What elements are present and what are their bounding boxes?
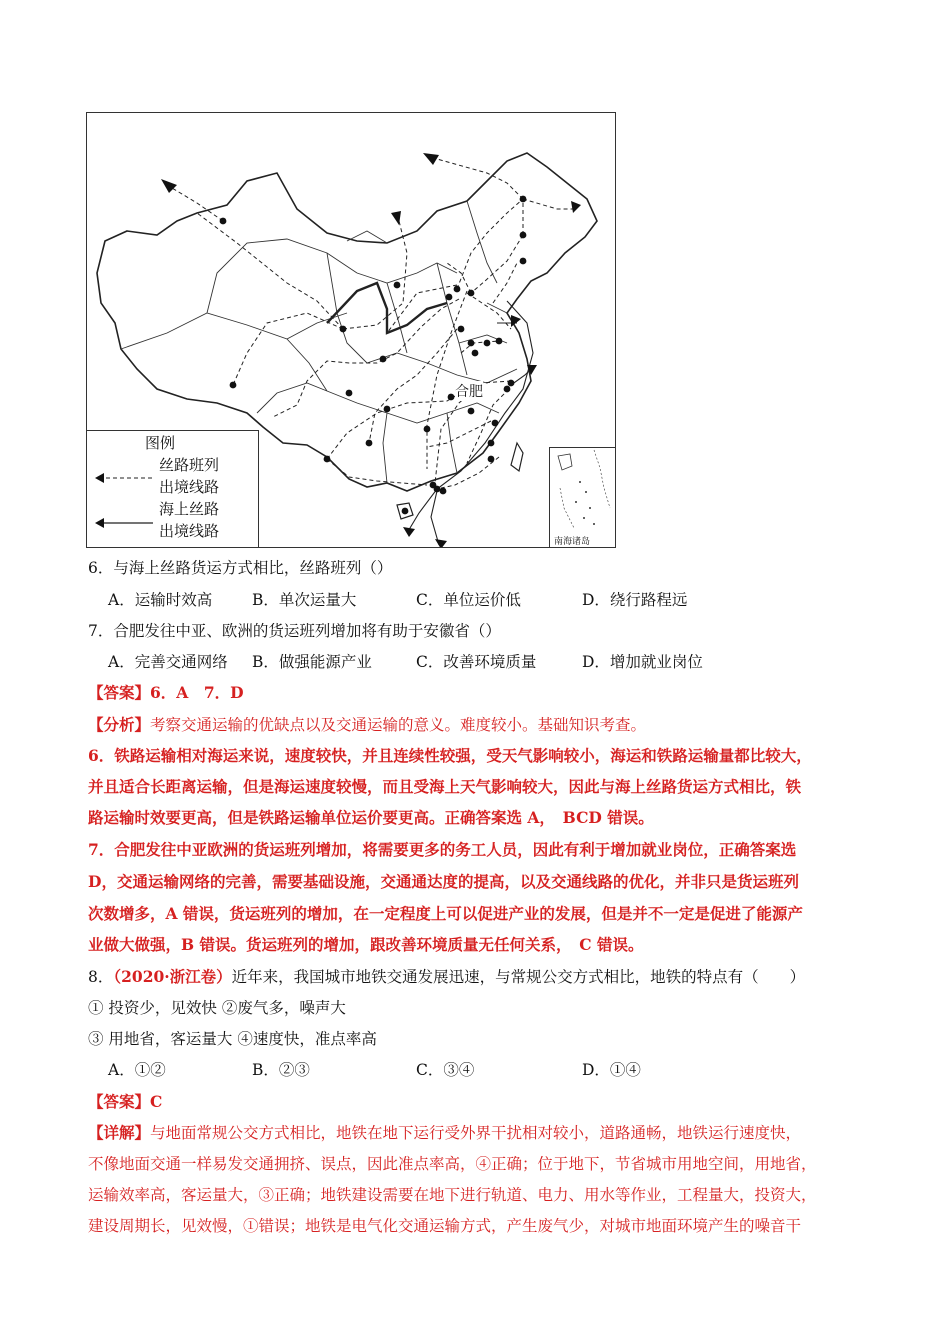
analysis-tag: 【分析】 — [88, 715, 151, 734]
exp7-line-4: 业做大做强，B 错误。货运班列的增加，跟改善环境质量无任何关系， C 错误。 — [88, 935, 644, 954]
answer8-tag: 【答案】 — [88, 1092, 151, 1111]
q6-option-b: B．单次运量大 — [252, 591, 357, 609]
legend-rail-line2: 出境线路 — [159, 478, 220, 496]
q8-items-1-2: ① 投资少，见效快 ②废气多，噪声大 — [88, 999, 346, 1017]
exp7-line-3: 次数增多，A 错误，货运班列的增加，在一定程度上可以促进产业的发展，但是并不一定是促进了能源产 — [88, 904, 803, 923]
inset-drawing — [550, 448, 616, 548]
exp6-line-3: 路运输时效要更高，但是铁路运输单位运价要更高。正确答案选 A， BCD 错误。 — [88, 808, 654, 827]
q6-option-c: C．单位运价低 — [416, 591, 521, 609]
detail-line-4: 建设周期长，见效慢，①错误；地铁是电气化交通运输方式，产生废气少，对城市地面环境产生的噪音干 — [88, 1217, 802, 1235]
q6-option-d: D．绕行路程远 — [582, 591, 688, 609]
q8-number: 8． — [88, 968, 114, 986]
q8-option-a: A．①② — [108, 1061, 166, 1079]
detail-line-1 — [88, 1123, 801, 1143]
q8-source: （2020·浙江卷） — [113, 967, 232, 986]
china-silk-road-map — [86, 112, 616, 548]
analysis-text: 考察交通运输的优缺点以及交通运输的意义。难度较小。基础知识考查。 — [150, 716, 647, 734]
q8-stem — [88, 967, 805, 987]
q8-items-3-4: ③ 用地省，客运量大 ④速度快，准点率高 — [88, 1030, 377, 1048]
analysis — [88, 715, 646, 735]
legend-sea-line2: 出境线路 — [159, 522, 220, 540]
q7-option-b: B．做强能源产业 — [252, 653, 372, 671]
q8-option-b: B．②③ — [252, 1061, 310, 1079]
answer-6-7 — [88, 683, 244, 703]
map-legend — [87, 430, 259, 548]
exp7-line-1: 7．合肥发往中亚欧洲的货运班列增加，将需要更多的务工人员，因此有利于增加就业岗位，正确答案选 — [88, 840, 797, 859]
answer-8 — [88, 1092, 162, 1112]
detail-tag: 【详解】 — [88, 1123, 151, 1142]
legend-rail-line1: 丝路班列 — [159, 456, 220, 474]
south-china-sea-inset — [549, 447, 616, 548]
q8-stem-text: 近年来，我国城市地铁交通发展迅速，与常规公交方式相比，地铁的特点有（ ） — [231, 968, 806, 986]
detail-line-2: 不像地面交通一样易发交通拥挤、误点，因此准点率高，④正确；位于地下，节省城市用地空间，用地省， — [88, 1155, 817, 1173]
detail-line-3: 运输效率高，客运量大，③正确；地铁建设需要在地下进行轨道、电力、用水等作业，工程量大，投资大， — [88, 1186, 817, 1204]
legend-sea-line1: 海上丝路 — [159, 500, 220, 518]
q7-option-c: C．改善环境质量 — [416, 653, 537, 671]
exp6-line-2: 并且适合长距离运输，但是海运速度较慢，而且受海上天气影响较大，因此与海上丝路货运方式相比，铁 — [88, 777, 802, 796]
answer8-text: C — [150, 1092, 163, 1111]
inset-label: 南海诸岛 — [554, 537, 591, 547]
legend-title: 图例 — [145, 434, 176, 452]
exp7-line-2: D，交通运输网络的完善，需要基础设施，交通通达度的提高，以及交通线路的优化，并非只是货运班列 — [88, 872, 799, 891]
q6-stem: 6．与海上丝路货运方式相比，丝路班列（） — [88, 559, 393, 577]
q7-stem: 7．合肥发往中亚、欧洲的货运班列增加将有助于安徽省（） — [88, 622, 501, 640]
answer-text: 6．A 7．D — [150, 683, 244, 702]
answer-tag: 【答案】 — [88, 683, 151, 702]
exp6-line-1: 6．铁路运输相对海运来说，速度较快，并且连续性较强，受天气影响较小，海运和铁路运输量都比较大， — [88, 746, 812, 765]
q8-option-d: D．①④ — [582, 1061, 641, 1079]
q7-option-d: D．增加就业岗位 — [582, 653, 703, 671]
hefei-label: 合肥 — [455, 381, 483, 401]
q7-option-a: A．完善交通网络 — [108, 653, 228, 671]
detail-first: 与地面常规公交方式相比，地铁在地下运行受外界干扰相对较小，道路通畅，地铁运行速度快， — [150, 1124, 802, 1142]
q6-option-a: A．运输时效高 — [108, 591, 213, 609]
q8-option-c: C．③④ — [416, 1061, 475, 1079]
